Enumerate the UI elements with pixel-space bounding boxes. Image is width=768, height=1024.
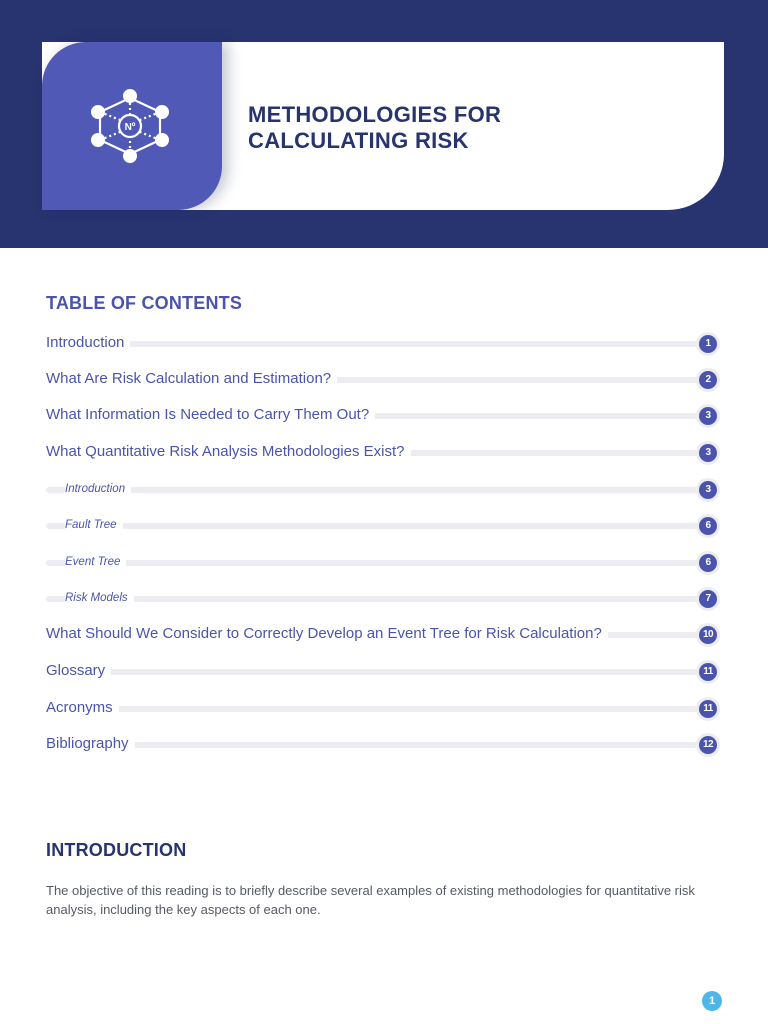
page-badge (696, 332, 720, 356)
page-number: 3 (699, 444, 717, 462)
page-badge (696, 733, 720, 757)
leader-line (46, 706, 706, 712)
toc-item-information-needed[interactable] (46, 403, 720, 429)
page-number: 6 (699, 517, 717, 535)
leader-line (46, 742, 706, 748)
toc-item-label: Event Tree (65, 556, 126, 568)
page-number: 7 (699, 590, 717, 608)
leader-line (46, 523, 706, 529)
toc-item-label: What Information Is Needed to Carry Them Out? (46, 406, 375, 423)
icon-tile (42, 42, 222, 210)
page-badge (696, 551, 720, 575)
toc-item-acronyms[interactable] (46, 696, 720, 722)
page-badge (696, 478, 720, 502)
page-number: 10 (699, 626, 717, 644)
page-number: 1 (699, 335, 717, 353)
page-number: 6 (699, 554, 717, 572)
page-badge (696, 587, 720, 611)
toc-item-risk-calculation[interactable] (46, 367, 720, 393)
toc-subitem-fault-tree[interactable] (46, 513, 720, 539)
page-badge (696, 623, 720, 647)
toc-item-label: Glossary (46, 662, 111, 679)
toc-subitem-introduction[interactable] (46, 477, 720, 503)
page-badge (696, 441, 720, 465)
page-number: 3 (699, 407, 717, 425)
page-badge (696, 368, 720, 392)
section-heading-introduction: INTRODUCTION (46, 840, 187, 860)
page-number-badge: 1 (702, 991, 722, 1011)
document-title (248, 102, 668, 154)
toc-item-glossary[interactable] (46, 659, 720, 685)
leader-line (46, 487, 706, 493)
toc-item-label: What Are Risk Calculation and Estimation? (46, 370, 337, 387)
molecule-network-icon (90, 88, 170, 164)
page-number: 3 (699, 481, 717, 499)
page-number: 2 (699, 371, 717, 389)
page-badge (696, 514, 720, 538)
page-number: 12 (699, 736, 717, 754)
toc-subitem-risk-models[interactable] (46, 586, 720, 612)
toc-item-label: Risk Models (65, 592, 134, 604)
page-number: 11 (699, 700, 717, 718)
page-number: 11 (699, 663, 717, 681)
toc-item-introduction[interactable] (46, 331, 720, 357)
toc-item-label: Acronyms (46, 699, 119, 716)
leader-line (46, 341, 706, 347)
toc-item-label: Introduction (65, 483, 131, 495)
leader-line (46, 596, 706, 602)
title-line-2: CALCULATING RISK (248, 128, 469, 153)
toc-item-event-tree-considerations[interactable] (46, 622, 720, 648)
toc-item-label: Fault Tree (65, 519, 123, 531)
toc-item-label: Introduction (46, 334, 130, 351)
leader-line (46, 669, 706, 675)
leader-line (46, 560, 706, 566)
toc-subitem-event-tree[interactable] (46, 550, 720, 576)
toc-item-bibliography[interactable] (46, 732, 720, 758)
toc-item-label: Bibliography (46, 735, 135, 752)
title-line-1: METHODOLOGIES FOR (248, 102, 502, 127)
toc-item-methodologies[interactable] (46, 440, 720, 466)
page-badge (696, 660, 720, 684)
icon-text: Nº (124, 122, 136, 133)
page-badge (696, 404, 720, 428)
toc-item-label: What Quantitative Risk Analysis Methodologies Exist? (46, 443, 411, 460)
section-paragraph: The objective of this reading is to briefly describe several examples of existing methodologies for quantitative risk analysis, including the key aspects of each one. (46, 883, 695, 917)
toc-item-label: What Should We Consider to Correctly Develop an Event Tree for Risk Calculation? (46, 625, 608, 642)
toc-heading: TABLE OF CONTENTS (46, 293, 243, 313)
page-badge (696, 697, 720, 721)
